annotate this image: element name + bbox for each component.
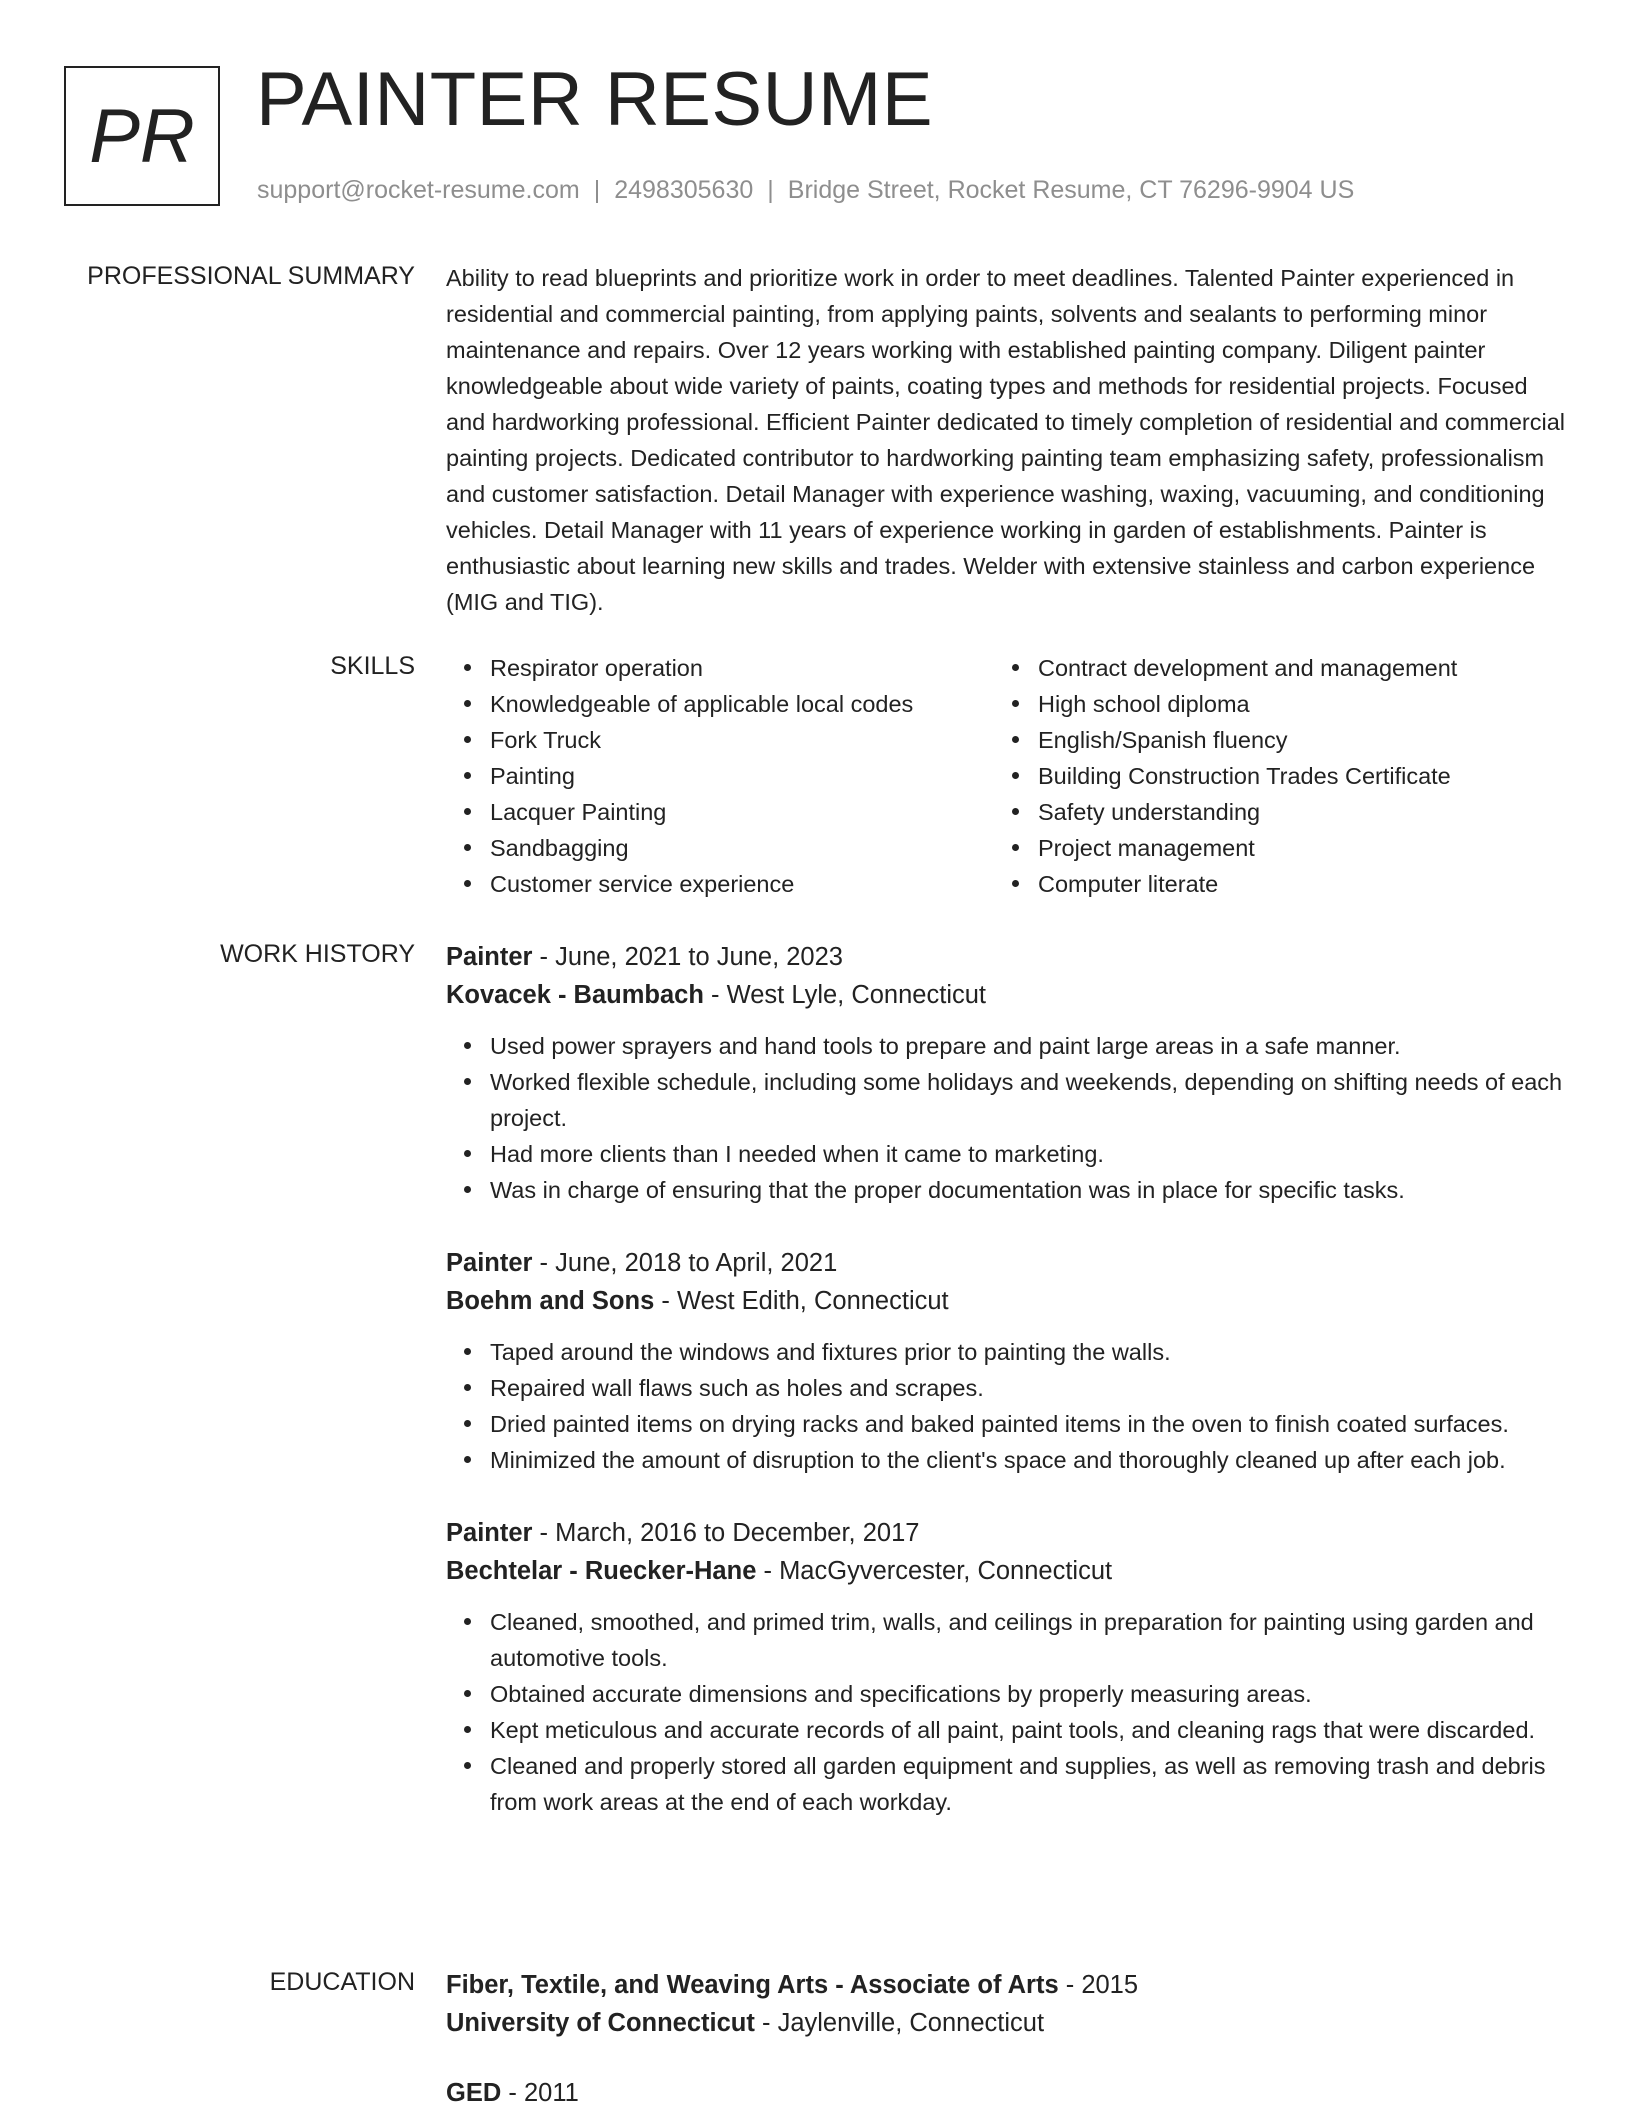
contact-separator: | (593, 176, 601, 204)
skills-list-right (994, 650, 1542, 902)
work-body (446, 938, 1566, 1820)
contact-email[interactable]: support@rocket-resume.com (257, 176, 580, 204)
edu-degree-line (446, 2074, 1566, 2112)
contact-separator: | (767, 176, 774, 204)
job-role-line (446, 1244, 1566, 1282)
skill-item: Project management (994, 830, 1542, 866)
job-bullet: Used power sprayers and hand tools to prepare and paint large areas in a safe manner. (446, 1028, 1566, 1064)
job-bullet: Taped around the windows and fixtures prior to painting the walls. (446, 1334, 1566, 1370)
resume-title: PAINTER RESUME (256, 57, 934, 142)
skill-item: Building Construction Trades Certificate (994, 758, 1542, 794)
job-company-line (446, 1552, 1566, 1590)
job-bullet: Was in charge of ensuring that the proper documentation was in place for specific tasks. (446, 1172, 1566, 1208)
job-company-line (446, 1282, 1566, 1320)
edu-location: Jaylenville, Connecticut (777, 2009, 1045, 2037)
dash: - (539, 943, 549, 971)
job-role: Painter (446, 1519, 533, 1547)
job-bullets (446, 1334, 1566, 1478)
skill-item: Lacquer Painting (446, 794, 994, 830)
job-company-line (446, 976, 1566, 1014)
skills-body (446, 650, 1566, 902)
skill-item: Customer service experience (446, 866, 994, 902)
edu-school: University of Connecticut (446, 2009, 755, 2037)
education-body (446, 1966, 1566, 2112)
dash: - (763, 1557, 772, 1585)
skill-item: Sandbagging (446, 830, 994, 866)
job-bullet: Obtained accurate dimensions and specifications by properly measuring areas. (446, 1676, 1566, 1712)
summary-text: Ability to read blueprints and prioritize work in order to meet deadlines. Talented Painter experienced in residential and commercial painting, from applying paints, solvents and sealants to performing minor maintenance and repairs. Over 12 years working with established painting company. Diligent painter knowledgeable about wide variety of paints, coating types and methods for residential projects. Focused and hardworking professional. Efficient Painter dedicated to timely completion of residential and commercial painting projects. Dedicated contributor to hardworking painting team emphasizing safety, professionalism and customer satisfaction. Detail Manager with experience washing, waxing, vacuuming, and conditioning vehicles. Detail Manager with 11 years of experience working in garden of establishments. Painter is enthusiastic about learning new skills and trades. Welder with extensive stainless and carbon experience (MIG and TIG). (446, 265, 1566, 615)
skill-item: Fork Truck (446, 722, 994, 758)
skills-list-left (446, 650, 994, 902)
job-bullet: Kept meticulous and accurate records of all paint, paint tools, and cleaning rags that were discarded. (446, 1712, 1566, 1748)
job-bullet: Had more clients than I needed when it came to marketing. (446, 1136, 1566, 1172)
job-entry (446, 938, 1566, 1208)
edu-degree: Fiber, Textile, and Weaving Arts - Associate of Arts (446, 1971, 1059, 1999)
summary-body (446, 260, 1566, 620)
job-role: Painter (446, 943, 533, 971)
contact-address: Bridge Street, Rocket Resume, CT 76296-9904 US (787, 176, 1355, 204)
job-dates: March, 2016 to December, 2017 (555, 1519, 920, 1547)
edu-degree: GED (446, 2079, 502, 2107)
edu-year: 2011 (523, 2079, 579, 2107)
section-title-summary: PROFESSIONAL SUMMARY (87, 262, 415, 290)
skill-item: High school diploma (994, 686, 1542, 722)
skill-item: English/Spanish fluency (994, 722, 1542, 758)
job-bullet: Minimized the amount of disruption to the client's space and thoroughly cleaned up after each job. (446, 1442, 1566, 1478)
dash: - (508, 2079, 517, 2107)
skill-item: Contract development and management (994, 650, 1542, 686)
job-company: Kovacek - Baumbach (446, 981, 704, 1009)
job-entry (446, 1244, 1566, 1478)
job-bullet: Cleaned, smoothed, and primed trim, walls, and ceilings in preparation for painting using garden and automotive tools. (446, 1604, 1566, 1676)
section-title-education: EDUCATION (269, 1968, 415, 1996)
job-bullets (446, 1604, 1566, 1820)
dash: - (711, 981, 720, 1009)
contact-line (257, 176, 1354, 205)
dash: - (1065, 1971, 1075, 1999)
skill-item: Computer literate (994, 866, 1542, 902)
job-role-line (446, 938, 1566, 976)
job-company: Bechtelar - Ruecker-Hane (446, 1557, 757, 1585)
job-entry (446, 1514, 1566, 1820)
job-bullet: Repaired wall flaws such as holes and scrapes. (446, 1370, 1566, 1406)
skill-item: Knowledgeable of applicable local codes (446, 686, 994, 722)
section-title-work: WORK HISTORY (220, 940, 415, 968)
job-dates: June, 2021 to June, 2023 (555, 943, 843, 971)
dash: - (761, 2009, 771, 2037)
edu-degree-line (446, 1966, 1566, 2004)
job-bullet: Dried painted items on drying racks and baked painted items in the oven to finish coated surfaces. (446, 1406, 1566, 1442)
job-bullet: Worked flexible schedule, including some holidays and weekends, depending on shifting needs of each project. (446, 1064, 1566, 1136)
job-dates: June, 2018 to April, 2021 (555, 1249, 838, 1277)
skill-item: Safety understanding (994, 794, 1542, 830)
monogram-badge: PR (64, 66, 220, 206)
job-location: MacGyvercester, Connecticut (779, 1557, 1113, 1585)
edu-school-line (446, 2004, 1566, 2042)
section-title-skills: SKILLS (330, 652, 415, 680)
contact-phone[interactable]: 2498305630 (614, 176, 754, 204)
dash: - (539, 1249, 549, 1277)
job-bullet: Cleaned and properly stored all garden equipment and supplies, as well as removing trash and debris from work areas at the end of each workday. (446, 1748, 1566, 1820)
job-company: Boehm and Sons (446, 1287, 655, 1315)
job-location: West Lyle, Connecticut (726, 981, 986, 1009)
skill-item: Respirator operation (446, 650, 994, 686)
edu-year: 2015 (1081, 1971, 1139, 1999)
dash: - (539, 1519, 549, 1547)
dash: - (661, 1287, 670, 1315)
skill-item: Painting (446, 758, 994, 794)
job-location: West Edith, Connecticut (676, 1287, 949, 1315)
job-role: Painter (446, 1249, 533, 1277)
job-role-line (446, 1514, 1566, 1552)
job-bullets (446, 1028, 1566, 1208)
